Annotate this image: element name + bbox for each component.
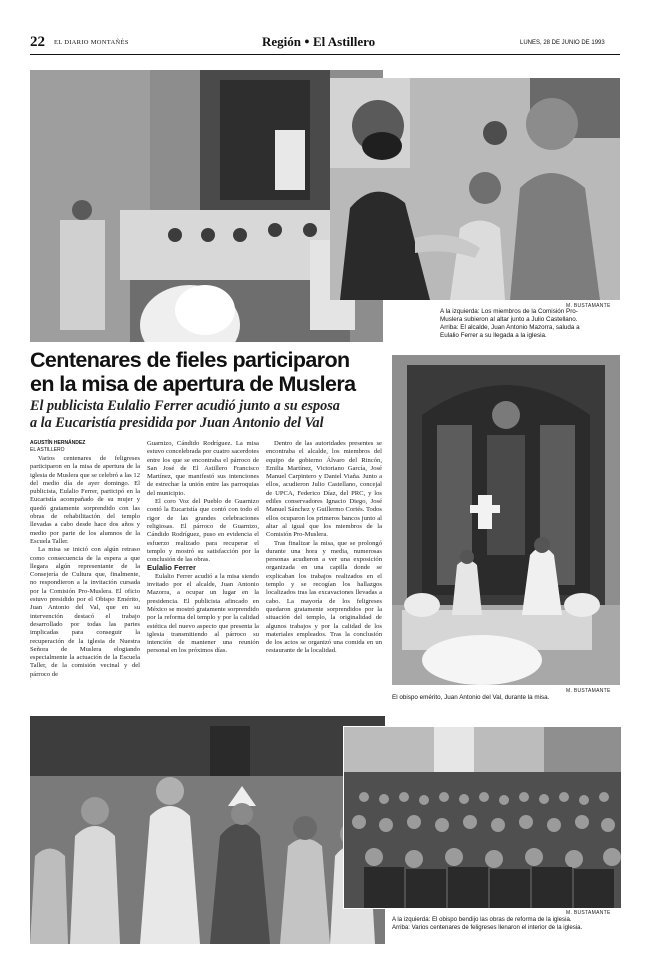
- page-number: 22: [30, 34, 45, 50]
- caption-top-line2: Muslera subieron al altar junto a Julio Castellano.: [440, 316, 578, 323]
- paragraph: Eulalio Ferrer acudió a la misa siendo invitado por el alcalde, Juan Antonio Mazorra, a ocupar un lugar en la presidencia. El publicista afincado en México se mostró gratamente sorprendido por la reforma del templo y por la calidad estética del nuevo aspecto que presenta la iglesia transmitiendo al párroco su intención de mantener una reunión personal en los próximos días.: [147, 572, 259, 655]
- subheadline-line1: El publicista Eulalio Ferrer acudió junto a su esposa: [30, 398, 340, 414]
- photo-congregation: [343, 726, 622, 909]
- article-column-2: [147, 440, 259, 715]
- photo-credit-top: M. BUSTAMANTE: [566, 303, 611, 309]
- caption-bottom: [392, 916, 622, 932]
- subsection-label: El Astillero: [312, 34, 376, 49]
- paragraph: El coro Voz del Pueblo de Guarnizo contó la Eucaristía que contó con todo el rigor de las grandes celebraciones religiosas. El párroco de Guarnizo, Cándido Rodríguez, puso en evidencia el esfuerzo realizado para recuperar el templo y mostró su satisfacción por la conclusión de las obras.: [147, 498, 259, 564]
- byline: [30, 440, 85, 453]
- photo-bishop-blessing: [30, 716, 385, 944]
- paragraph: Guarnizo, Cándido Rodríguez. La misa estuvo concelebrada por cuatro sacerdotes entre los que se encontraba el párroco de San José de El Astillero Francisco Martínez, que manifestó sus intenciones de estrechar la unión entre las parroquias del municipio.: [147, 440, 259, 497]
- bullet-icon: ●: [304, 36, 310, 46]
- header-rule: [30, 54, 620, 55]
- section-label: Región: [262, 34, 301, 49]
- paragraph: Varios centenares de feligreses participaron en la misa de apertura de la iglesia de Muslera que se celebró a las 12 del medio día de ayer domingo. El publicista, Eulalio Ferrer, participó en la Eucaristía acompañado de su mujer y quedó gratamente sorprendido con las obras de rehabilitación del templo llevadas a cabo desde hace dos años y medio por parte de los alumnos de la Escuela Taller.: [30, 455, 140, 545]
- caption-altar: El obispo emérito, Juan Antonio del Val, durante la misa.: [392, 694, 550, 701]
- byline-place: EL ASTILLERO: [30, 446, 65, 453]
- caption-top-line1: A la izquierda: Los miembros de la Comisión Pro-: [440, 308, 578, 315]
- caption-bottom-line2: Arriba: Varios centenares de feligreses llenaron el interior de la iglesia.: [392, 924, 583, 931]
- subheadline: [30, 398, 390, 432]
- article-column-1: [30, 455, 140, 715]
- paragraph: Tras finalizar la misa, que se prolongó durante una hora y media, numerosas personas acudieron a ver una exposición organizada en una capilla donde se explicaban los trabajos realizados en el templo y se recogían los hallazgos localizados tras las excavaciones llevadas a cabo. La mayoría de los feligreses quedaron gratamente sorprendidos por la situación del templo, la originalidad de algunos trabajos y por la calidad de los materiales empleados. Tras la conclusión de los actos se organizó una comida en un restaurante de la localidad.: [266, 539, 382, 655]
- photo-credit-altar: M. BUSTAMANTE: [566, 688, 611, 694]
- caption-bottom-line1: A la izquierda: El obispo bendijo las obras de reforma de la iglesia.: [392, 916, 572, 923]
- caption-top: [440, 308, 620, 340]
- headline: [30, 348, 390, 396]
- photo-mayor-greets-ferrer: [330, 78, 620, 300]
- headline-line2: en la misa de apertura de Muslera: [30, 372, 356, 396]
- headline-line1: Centenares de fieles participaron: [30, 348, 350, 372]
- subheadline-line2: a la Eucaristía presidida por Juan Antonio del Val: [30, 415, 324, 431]
- section-title: [262, 34, 375, 50]
- caption-top-line4: Eulalio Ferrer a su llegada a la iglesia.: [440, 332, 547, 339]
- article-column-3: [266, 440, 382, 715]
- publication-name: EL DIARIO MONTAÑÉS: [54, 39, 129, 46]
- paragraph: La misa se inició con algún retraso como consecuencia de la espera a que llegara algún representante de la Consejería de Cultura que, finalmente, no respondieron a la invitación cursada por la Comisión Pro-Muslera. El oficio estuvo presidido por el Obispo Emérito, Juan Antonio del Val, que en su intervención destacó el trabajo desarrollado por todas las partes implicadas para conseguir la recuperación de la iglesia de Nuestra Señora de Muslera elogiando especialmente la actuación de la Escuela Taller, de la comisión vecinal y del párroco de: [30, 546, 140, 678]
- photo-altar-bishop: [392, 355, 620, 685]
- byline-name: AGUSTÍN HERNÁNDEZ: [30, 440, 86, 446]
- issue-date: LUNES, 28 DE JUNIO DE 1993: [520, 40, 605, 46]
- paragraph: Dentro de las autoridades presentes se encontraba el alcalde, los miembros del equipo de gobierno Álvaro del Rincón, Emilia Martínez, Victoriano García, José Manuel Carpintero y Daniel Viaña. Junto a ellos, acudieron Julio Castellano, concejal de UPCA, Federico Díaz, del PRC, y los ediles conservadores Ignacio Diego, José Manuel Sánchez y Guillermo Cortés. Todos ellos ocuparon los primeros bancos junto al altar al igual que los miembros de la Comisión Pro-Muslera.: [266, 440, 382, 539]
- section-subhead: Eulalio Ferrer: [147, 563, 196, 573]
- caption-top-line3: Arriba: El alcalde, Juan Antonio Mazorra, saluda a: [440, 324, 580, 331]
- photo-credit-bottom: M. BUSTAMANTE: [566, 910, 611, 916]
